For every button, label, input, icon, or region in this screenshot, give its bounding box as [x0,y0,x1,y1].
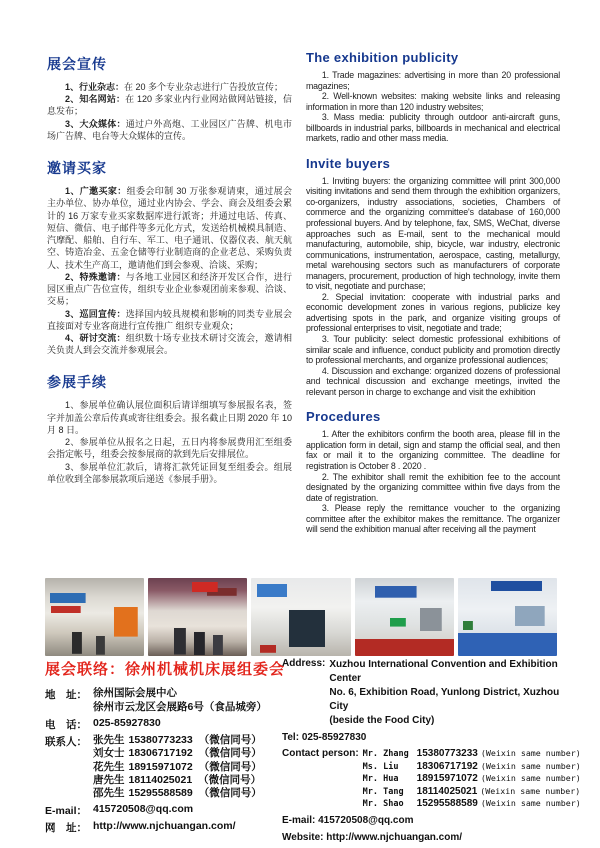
address-line: 徐州国际会展中心 [93,687,177,699]
list-item: 4. Discussion and exchange: organized dozens of professional and technical discussion and exchange meetings, invited the relevant person in charge to exchange and visit the exhibition [306,365,560,397]
address-row-cn [45,687,283,715]
contact-person: 张先生 15380773233 （微信同号） [93,733,262,746]
exhibition-photo-2 [148,578,247,656]
list-item: 2、特殊邀请：与各地工业园区和经济开发区合作，进行园区重点广告位宣传，组织专业企业参观团前来参观、洽谈、交易； [47,271,292,307]
website-label: 网 址： [45,821,87,834]
exhibition-photo-5 [458,578,557,656]
address-label: 地 址： [45,689,87,701]
website-row-cn [45,820,283,835]
contacts-label: 联系人： [45,735,87,748]
list-item: 1、行业杂志：在 20 多个专业杂志进行广告投放宣传； [65,82,284,92]
list-item: 1、参展单位确认展位面积后请详细填写参展报名表，签字并加盖公章后传真或寄往组委会。报名截止日期 2020 年 10 月 8 日。 [47,400,292,435]
contact-block-cn [45,687,283,837]
list-item: 1. After the exhibitors confirm the booth area, please fill in the application form in detail, sign and stamp the official seal, and then fax or mail it to the organizing committee. The deadline for registration is October 8 . 2020 . [306,429,560,471]
email-row-en: E-mail: 415720508@qq.com [282,814,414,826]
email-label: E-mail： [45,804,88,817]
section-exhibition-publicity-cn [47,54,292,142]
section-heading: 邀请买家 [47,160,107,177]
address-row-en [282,658,574,728]
contact-person: Mr. Zhang 15380773233 (Weixin same number) [362,748,581,759]
section-procedures-cn [47,372,292,485]
contact-person: Ms. Liu 18306717192 (Weixin same number) [362,760,581,772]
tel-value: 025-85927830 [93,716,161,729]
section-procedures-en [306,409,560,534]
contact-title-cn: 展会联络：徐州机械机床展组委会 [45,661,286,678]
section-heading: Invite buyers [306,155,391,171]
list-item: 3、大众媒体：通过户外高炮、工业园区广告牌、机电市场广告牌、电台等大众媒体的宣传。 [47,118,292,141]
section-heading: 展会宣传 [47,56,107,72]
english-column [306,50,560,535]
exhibition-photos-strip [45,578,557,656]
website-value: http://www.njchuangan.com/ [93,819,236,832]
tel-label: 电 话： [45,718,87,731]
contact-person: 邵先生 15295588589 （微信同号） [93,787,262,800]
address-line: 徐州市云龙区会展路6号（食品城旁） [93,700,267,713]
address-label: Address: [282,658,326,669]
list-item: 3. Tour publicity: select domestic professional exhibitions of similar scale and influence, conduct publicity and promotion directly to professional merchants, and organize professional audiences; [306,334,560,366]
list-item: 1. Inviting buyers: the organizing committee will print 300,000 visiting invitations and send them through the exhibition organizers, co-organizers, industry associations, societies, Chambers of commerce and the organizing committee's database of 160,000 professional buyers. And by telephone, fax, SMS, WeChat, diverse approaches such as E-mail, sent to the mechanical mould manufacturing, automobile, ship, bicycle, war industry, electronic communications, instrumentation, aerospace, casting, metallurgy, metal warehousing sectors such as manufacturers of corporate managers, procurement, production of high technology, invite them to visit, negotiate and purchase; [306,175,560,292]
list-item: 2、知名网站：在 120 多家业内行业网站做网站链接，信息发布； [47,94,292,117]
address-line: Xuzhou International Convention and Exhibition Center [329,659,558,684]
contact-block-en [282,658,581,848]
contact-person: 刘女士 18306717192 （微信同号） [93,747,262,760]
tel-row-en: Tel: 025-85927830 [282,732,367,743]
email-value: 415720508@qq.com [93,802,194,815]
website-row-en: Website: http://www.njchuangan.com/ [282,831,463,843]
list-item: 2. The exhibitor shall remit the exhibition fee to the account designated by the organizing committee within five days from the date of registration. [306,471,560,503]
contact-person: 花先生 18915971072 （微信同号） [93,760,262,773]
section-heading: 参展手续 [47,374,107,391]
contact-person: 唐先生 18114025021 （微信同号） [93,774,262,787]
section-heading: The exhibition publicity [306,50,459,65]
contact-person: Mr. Tang 18114025021 (Weixin same number) [362,785,581,797]
list-item: 3. Please reply the remittance voucher to the organizing committee after the exhibitor makes the remittance. The organizer will send the exhibition manual after receiving all the payment [306,503,560,535]
section-exhibition-publicity-en [306,50,560,144]
list-item: 2. Well-known websites: making website links and releasing information in more than 120 industry websites; [306,91,560,112]
section-invite-buyers-cn [47,158,292,356]
email-row-cn [45,803,283,818]
list-item: 2. Special invitation: cooperate with industrial parks and economic development zones in various regions, publicize key advertising spots in the park, and organize visiting groups of professional enterprises to visit, negotiate and trade; [306,291,560,334]
list-item: 3. Mass media: publicity through outdoor anti-aircraft guns, billboards in industrial parks, billboards in mechanical and electrical markets, radio and other mass media. [306,112,560,144]
section-invite-buyers-en [306,156,560,397]
list-item: 3、参展单位汇款后，请将汇款凭证回复至组委会。组展单位收到全部参展款项后递送《参展手册》。 [47,461,292,484]
contacts-label: Contact person: [282,748,359,759]
list-item: 2、参展单位从报名之日起，五日内将参展费用汇至组委会指定帐号，组委会按参展商的款到先后安排展位。 [47,437,292,460]
chinese-column [47,54,292,485]
contacts-row-cn [45,734,283,801]
list-item: 1. Trade magazines: advertising in more than 20 professional magazines; [306,70,560,91]
exhibition-photo-1 [45,578,144,656]
list-item: 4、研讨交流：组织数十场专业技术研讨交流会，邀请相关负责人到会交流并参观展会。 [47,332,292,356]
tel-row-cn [45,717,283,732]
address-line: No. 6, Exhibition Road, Yunlong District, Xuzhou City [329,687,560,712]
list-item: 3、巡回宣传：选择国内较具规模和影响的同类专业展会 直接面对专业客商进行宣传推广 组织专业观众； [47,308,292,331]
contact-person: Mr. Hua 18915971072 (Weixin same number) [362,773,581,784]
section-heading: Procedures [306,409,381,425]
exhibition-photo-4 [355,578,454,656]
list-item: 1、广邀买家：组委会印制 30 万张参观请柬，通过展会主办单位、协办单位，通过业内协会、学会、商会及组委会累计的 16 万家专业买家数据库进行派寄；并通过电话、传真、短信、微信、电子邮件等多元化方式，发送给机械模具制造、汽摩配、船舶、自行车、军工、电子通讯、仪器仪表、航天航空、铸造冶金、五金仓储等行业制造商的企业老总、采购负责人、技术生产高工，邀请他们到会参观、洽谈、采购； [47,186,292,270]
contact-person: Mr. Shao 15295588589 (Weixin same number) [362,798,581,809]
contacts-row-en [282,748,581,811]
exhibition-photo-3 [251,578,350,656]
address-line: (beside the Food City) [329,715,435,726]
